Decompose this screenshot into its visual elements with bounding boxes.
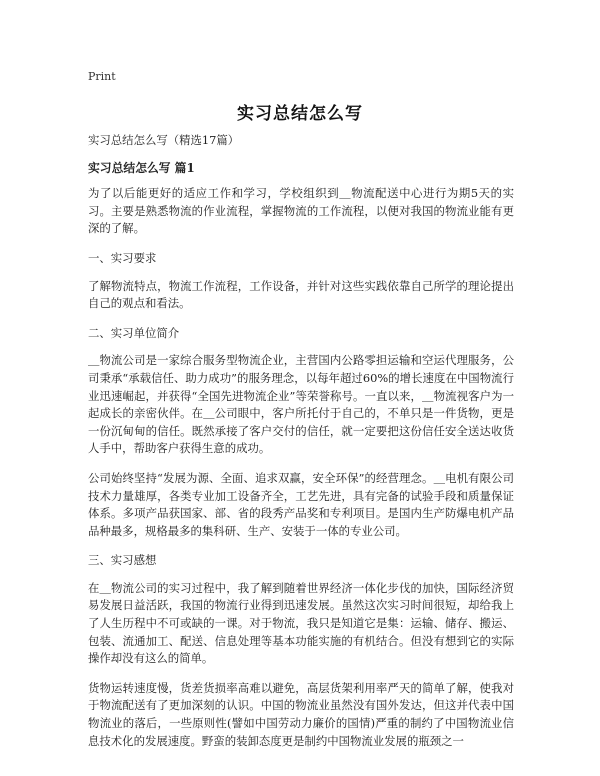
document-subtitle: 实习总结怎么写（精选17篇） [88,133,240,147]
paragraph-intro: 为了以后能更好的适应工作和学习，学校组织到＿物流配送中心进行为期5天的实习。主要是熟悉物流的作业流程，掌握物流的工作流程，以便对我国的物流业能有更深的了解。 [88,186,514,236]
section-title: 实习总结怎么写 篇1 [88,160,195,175]
heading-company-intro: 二、实习单位简介 [88,325,180,340]
paragraph-company-intro: ＿物流公司是一家综合服务型物流企业，主营国内公路零担运输和空运代理服务，公司秉承“承载信任、助力成功”的服务理念，以每年超过60%的增长速度在中国物流行业迅速崛起，并获得“全国先进物流企业”等荣誉称号。一直以来，＿物流视客户为一起成长的亲密伙伴。在＿公司眼中，客户所托付于自己的，不单只是一件货物，更是一份沉甸甸的信任。既然承接了客户交付的信任，就一定要把这份信任安全送达收货人手中，帮助客户获得生意的成功。 [88,353,514,456]
heading-requirements: 一、实习要求 [88,250,157,265]
document-body [88,132,514,762]
paragraph-reflections-1: 在＿物流公司的实习过程中，我了解到随着世界经济一体化步伐的加快，国际经济贸易发展日益活跃，我国的物流行业得到迅速发展。虽然这次实习时间很短，却给我上了人生历程中不可或缺的一课。对于物流，我只是知道它是集：运输、储存、搬运、包装、流通加工、配送、信息处理等基本功能实施的有机结合。但没有想到它的实际操作却没有这么的简单。 [88,580,514,666]
print-label[interactable]: Print [88,70,116,83]
heading-reflections: 三、实习感想 [88,553,157,568]
paragraph-reflections-2: 货物运转速度慢，货差货损率高难以避免，高层货架利用率严天的简单了解，使我对于物流配送有了更加深刻的认识。中国的物流业虽然没有国外发达，但这并代表中国物流业的落后，一些原则性(譬如中国劳动力廉价的国情)严重的制约了中国物流业信息技术化的发展速度。野蛮的装卸态度更是制约中国物流业发展的瓶颈之一 [88,680,514,748]
paragraph-requirements: 了解物流特点，物流工作流程，工作设备，并针对这些实践依靠自己所学的理论提出自己的观点和看法。 [88,278,514,311]
paragraph-company-philosophy: 公司始终坚持“发展为源、全面、追求双赢，安全环保”的经营理念。＿电机有限公司技术力量雄厚，各类专业加工设备齐全，工艺先进，具有完备的试验手段和质量保证体系。多项产品获国家、部、省的段秀产品奖和专利项目。是国内生产防爆电机产品品种最多，规格最多的集科研、生产、安装于一体的专业公司。 [88,470,514,538]
document-title: 实习总结怎么写 [237,104,363,124]
